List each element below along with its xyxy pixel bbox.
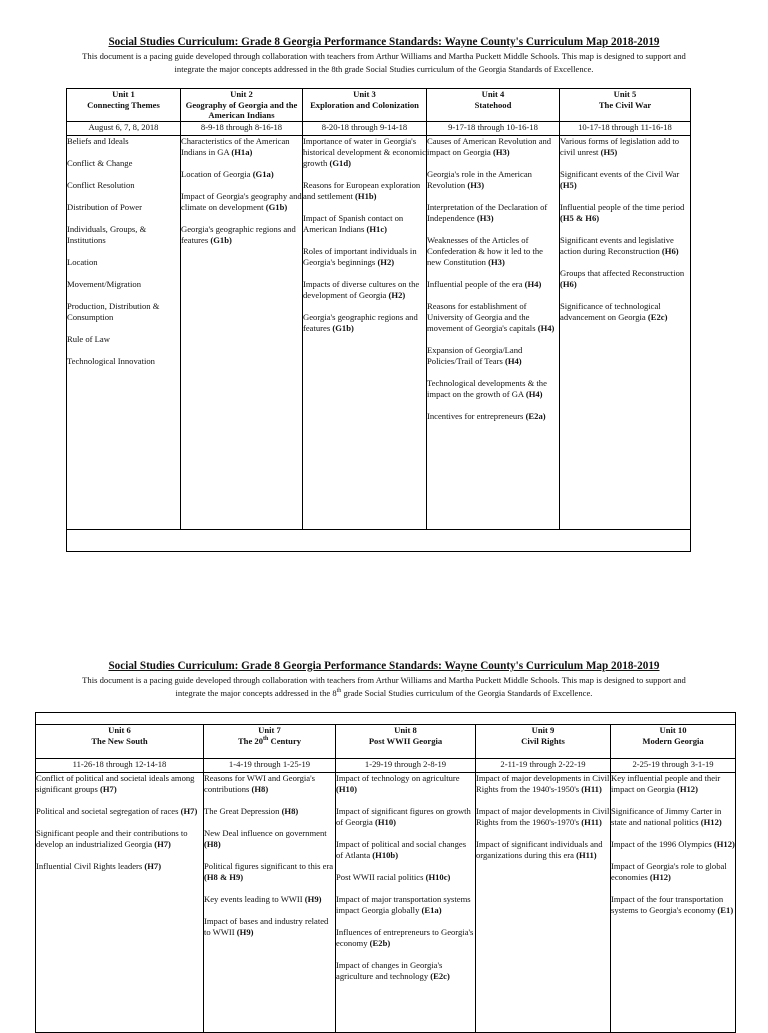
topic-text: Impact of major developments in Civil Rights from the 1940's-1950's (476, 773, 610, 794)
unit-header-row (36, 725, 736, 759)
topic-item (36, 828, 203, 850)
topic-item (204, 894, 335, 905)
topic-item (67, 224, 180, 246)
topics-cell (336, 773, 476, 1033)
intro-line: This document is a pacing guide developed through collaboration with teachers from Arthur Williams and Martha Puckett Middle Schools. This map is designed to support and (82, 51, 686, 61)
topic-item (303, 312, 426, 334)
unit-dates: 1-29-19 through 2-8-19 (336, 759, 476, 773)
standard-code: (H10) (336, 784, 358, 794)
topic-text: Impact of significant individuals and organizations during this era (476, 839, 603, 860)
topic-item (476, 773, 610, 795)
topic-text: Importance of water in Georgia's historical development & economic growth (303, 136, 426, 168)
topic-item (67, 136, 180, 147)
topic-text: Impact of Spanish contact on American Indians (303, 213, 404, 234)
topics-cell (36, 773, 204, 1033)
standard-code: (H5 & H6) (560, 213, 600, 223)
topic-text: Beliefs and Ideals (67, 136, 129, 146)
topics-cell (67, 136, 181, 530)
standard-code: (E1a) (421, 905, 442, 915)
topic-item (560, 202, 690, 224)
topics-cell (611, 773, 736, 1033)
standard-code: (H3) (492, 147, 510, 157)
topic-text: Reasons for WWI and Georgia's contributions (204, 773, 316, 794)
standard-code: (H7) (144, 861, 162, 871)
topic-text: Impact of changes in Georgia's agriculture and technology (336, 960, 443, 981)
topic-item (427, 378, 559, 400)
topic-text: Impact of major transportation systems impact Georgia globally (336, 894, 471, 915)
topic-item (67, 180, 180, 191)
unit-header: Unit 6 The New South (36, 725, 204, 759)
standard-code: (H4) (525, 389, 543, 399)
standard-code: (H5) (600, 147, 618, 157)
standard-code: (H1b) (355, 191, 377, 201)
topic-item (181, 169, 302, 180)
page-title: Social Studies Curriculum: Grade 8 Georgia Performance Standards: Wayne County's Curriculum Map 2018-2019 (108, 660, 660, 672)
topic-item (204, 828, 335, 850)
topic-text: Georgia's geographic regions and features (303, 312, 418, 333)
topics-row (67, 136, 691, 530)
page-title: Social Studies Curriculum: Grade 8 Georgia Performance Standards: Wayne County's Curriculum Map 2018-2019 (108, 36, 660, 48)
topic-item (427, 411, 559, 422)
topics-cell (204, 773, 336, 1033)
topic-item (67, 158, 180, 169)
topic-text: Causes of American Revolution and impact on Georgia (427, 136, 552, 157)
topic-text: Influential Civil Rights leaders (36, 861, 143, 871)
topic-text: Individuals, Groups, & Institutions (67, 224, 147, 245)
unit-dates: 2-25-19 through 3-1-19 (611, 759, 736, 773)
topic-item (67, 334, 180, 345)
topic-text: Significant events of the Civil War (560, 169, 680, 179)
topic-item (560, 169, 690, 191)
standard-code: (H12) (700, 817, 722, 827)
topic-text: Roles of important individuals in Georgia's beginnings (303, 246, 417, 267)
topic-text: Reasons for establishment of University of Georgia and the movement of Georgia's capitals (427, 301, 536, 333)
topic-item (181, 191, 302, 213)
topic-text: Post WWII racial politics (336, 872, 424, 882)
unit-dates: 8-9-18 through 8-16-18 (181, 122, 303, 136)
standard-code: (H12) (713, 839, 735, 849)
standard-code: (H5) (560, 180, 577, 190)
intro-line: This document is a pacing guide developed through collaboration with teachers from Arthur Williams and Martha Puckett Middle Schools. This map is designed to support and (82, 675, 686, 685)
topic-text: Location (67, 257, 98, 267)
standard-code: (H1a) (231, 147, 253, 157)
standard-code: (H8) (281, 806, 299, 816)
blank-cell (67, 530, 691, 552)
unit-header: Unit 10 Modern Georgia (611, 725, 736, 759)
topic-text: Georgia's role in the American Revolution (427, 169, 532, 190)
topic-text: Interpretation of the Declaration of Independence (427, 202, 548, 223)
topic-text: Significant events and legislative action during Reconstruction (560, 235, 674, 256)
curriculum-table (35, 712, 736, 1033)
topic-item (67, 356, 180, 367)
topic-text: New Deal influence on government (204, 828, 327, 838)
standard-code: (E2c) (430, 971, 450, 981)
topic-item (336, 773, 475, 795)
standard-code: (H4) (504, 356, 522, 366)
topic-item (67, 279, 180, 290)
topic-item (336, 839, 475, 861)
topic-item (336, 927, 475, 949)
topics-cell (476, 773, 611, 1033)
unit-header: Unit 4 Statehood (427, 89, 560, 122)
date-row (67, 122, 691, 136)
standard-code: (E2c) (647, 312, 668, 322)
unit-dates: 9-17-18 through 10-16-18 (427, 122, 560, 136)
standard-code: (H6) (661, 246, 679, 256)
standard-code: (H10b) (372, 850, 399, 860)
topic-text: Key events leading to WWII (204, 894, 303, 904)
standard-code: (H12) (649, 872, 671, 882)
topic-text: Impact of Georgia's geography and climate on development (181, 191, 302, 212)
unit-dates: 2-11-19 through 2-22-19 (476, 759, 611, 773)
intro-paragraph (20, 50, 748, 75)
standard-code: (G1b) (265, 202, 288, 212)
topic-text: Significance of Jimmy Carter in state and national politics (611, 806, 722, 827)
topics-cell (303, 136, 427, 530)
standard-code: (H3) (488, 257, 505, 267)
topic-item (204, 916, 335, 938)
topic-text: Key influential people and their impact on Georgia (611, 773, 721, 794)
topic-item (427, 136, 559, 158)
topic-item (303, 279, 426, 301)
topic-item (181, 136, 302, 158)
intro-line: integrate the major concepts addressed in the 8th grade Social Studies curriculum of the Georgia Standards of Excellence. (175, 687, 593, 698)
topic-text: Conflict of political and societal ideals among significant groups (36, 773, 195, 794)
topic-item (560, 235, 690, 257)
spacer-row (36, 713, 736, 725)
topic-text: Movement/Migration (67, 279, 141, 289)
standard-code: (G1b) (332, 323, 354, 333)
topic-item (181, 224, 302, 246)
unit-dates: 1-4-19 through 1-25-19 (204, 759, 336, 773)
topic-text: The Great Depression (204, 806, 280, 816)
unit-header: Unit 2 Geography of Georgia and the American Indians (181, 89, 303, 122)
standard-code: (H10c) (425, 872, 451, 882)
topics-cell (427, 136, 560, 530)
topic-text: Impact of technology on agriculture (336, 773, 460, 783)
topic-item (427, 235, 559, 268)
topic-item (67, 257, 180, 268)
topic-text: Influences of entrepreneurs to Georgia's economy (336, 927, 474, 948)
standard-code: (H3) (467, 180, 485, 190)
topic-text: Conflict Resolution (67, 180, 135, 190)
standard-code: (G1d) (329, 158, 351, 168)
date-row (36, 759, 736, 773)
standard-code: (H3) (476, 213, 494, 223)
standard-code: (G1a) (252, 169, 274, 179)
topic-text: Location of Georgia (181, 169, 251, 179)
topic-text: Impact of the four transportation systems to Georgia's economy (611, 894, 724, 915)
topics-cell (560, 136, 691, 530)
standard-code: (H8 & H9) (204, 872, 244, 882)
topic-item (303, 246, 426, 268)
topic-text: Incentives for entrepreneurs (427, 411, 524, 421)
topic-item (427, 169, 559, 191)
topic-text: Impact of bases and industry related to WWII (204, 916, 329, 937)
topic-item (611, 773, 735, 795)
topic-item (336, 960, 475, 982)
topic-text: Influential people of the era (427, 279, 523, 289)
topic-item (611, 894, 735, 916)
standard-code: (H10) (375, 817, 397, 827)
topic-item (427, 345, 559, 367)
standard-code: (H9) (304, 894, 322, 904)
topics-cell (181, 136, 303, 530)
unit-header: Unit 9 Civil Rights (476, 725, 611, 759)
topic-text: Expansion of Georgia/Land Policies/Trail of Tears (427, 345, 523, 366)
topic-item (67, 202, 180, 213)
unit-dates: 10-17-18 through 11-16-18 (560, 122, 691, 136)
topic-item (303, 180, 426, 202)
topic-text: Impact of significant figures on growth of Georgia (336, 806, 471, 827)
topic-text: Impact of political and social changes of Atlanta (336, 839, 467, 860)
unit-dates: 8-20-18 through 9-14-18 (303, 122, 427, 136)
unit-header: Unit 8 Post WWII Georgia (336, 725, 476, 759)
topic-item (204, 773, 335, 795)
topic-text: Impact of major developments in Civil Rights from the 1960's-1970's (476, 806, 610, 827)
unit-header: Unit 3 Exploration and Colonization (303, 89, 427, 122)
topics-row (36, 773, 736, 1033)
standard-code: (G1b) (210, 235, 232, 245)
topic-text: Groups that affected Reconstruction (560, 268, 685, 278)
standard-code: (H8) (204, 839, 221, 849)
topic-text: Influential people of the time period (560, 202, 685, 212)
topic-item (427, 202, 559, 224)
topic-text: Technological Innovation (67, 356, 155, 366)
standard-code: (H7) (99, 784, 117, 794)
blank-row (67, 530, 691, 552)
topic-item (303, 136, 426, 169)
topic-text: Political figures significant to this era (204, 861, 334, 871)
topic-text: Impact of the 1996 Olympics (611, 839, 712, 849)
topic-text: Reasons for European exploration and settlement (303, 180, 421, 201)
topic-text: Conflict & Change (67, 158, 133, 168)
topic-item (476, 839, 610, 861)
topic-item (560, 268, 690, 290)
standard-code: (E2a) (525, 411, 546, 421)
standard-code: (H11) (581, 817, 602, 827)
topic-item (36, 806, 203, 817)
topic-text: Impacts of diverse cultures on the development of Georgia (303, 279, 420, 300)
topic-text: Various forms of legislation add to civil unrest (560, 136, 680, 157)
topic-text: Impact of Georgia's role to global economies (611, 861, 727, 882)
standard-code: (H12) (676, 784, 698, 794)
standard-code: (H1c) (366, 224, 388, 234)
topic-item (36, 861, 203, 872)
topic-item (611, 839, 735, 850)
topic-text: Distribution of Power (67, 202, 142, 212)
intro-paragraph (20, 674, 748, 699)
standard-code: (E2b) (369, 938, 391, 948)
unit-header-row (67, 89, 691, 122)
topic-item (204, 861, 335, 883)
topic-text: Significant people and their contributions to develop an industrialized Georgia (36, 828, 188, 849)
unit-dates: August 6, 7, 8, 2018 (67, 122, 181, 136)
standard-code: (H11) (576, 850, 597, 860)
standard-code: (H9) (236, 927, 254, 937)
topic-text: Significance of technological advancement on Georgia (560, 301, 661, 322)
topic-item (67, 301, 180, 323)
standard-code: (H2) (388, 290, 406, 300)
topic-text: Political and societal segregation of races (36, 806, 179, 816)
topic-item (36, 773, 203, 795)
standard-code: (H6) (560, 279, 577, 289)
topic-text: Characteristics of the American Indians in GA (181, 136, 290, 157)
standard-code: (H7) (154, 839, 171, 849)
intro-line: integrate the major concepts addressed in the 8th grade Social Studies curriculum of the Georgia Standards of Excellence. (174, 63, 594, 74)
topic-item (336, 894, 475, 916)
standard-code: (H2) (377, 257, 395, 267)
topic-item (560, 136, 690, 158)
topic-text: Weaknesses of the Articles of Confederation & how it led to the new Constitution (427, 235, 543, 267)
standard-code: (H7) (180, 806, 198, 816)
topic-item (336, 872, 475, 883)
unit-header: Unit 7 The 20th Century (204, 725, 336, 759)
topic-item (560, 301, 690, 323)
unit-header: Unit 1 Connecting Themes (67, 89, 181, 122)
unit-header: Unit 5 The Civil War (560, 89, 691, 122)
topic-item (427, 279, 559, 290)
topic-item (303, 213, 426, 235)
standard-code: (E1) (717, 905, 734, 915)
topic-item (476, 806, 610, 828)
topic-item (204, 806, 335, 817)
topic-item (336, 806, 475, 828)
topic-text: Production, Distribution & Consumption (67, 301, 160, 322)
unit-dates: 11-26-18 through 12-14-18 (36, 759, 204, 773)
topic-item (611, 861, 735, 883)
standard-code: (H4) (537, 323, 555, 333)
topic-text: Technological developments & the impact on the growth of GA (427, 378, 547, 399)
topic-text: Rule of Law (67, 334, 110, 344)
spacer-cell (36, 713, 736, 725)
standard-code: (H8) (251, 784, 269, 794)
curriculum-table (66, 88, 691, 552)
topic-item (427, 301, 559, 334)
standard-code: (H11) (581, 784, 602, 794)
topic-text: Georgia's geographic regions and features (181, 224, 296, 245)
topic-item (611, 806, 735, 828)
standard-code: (H4) (524, 279, 542, 289)
